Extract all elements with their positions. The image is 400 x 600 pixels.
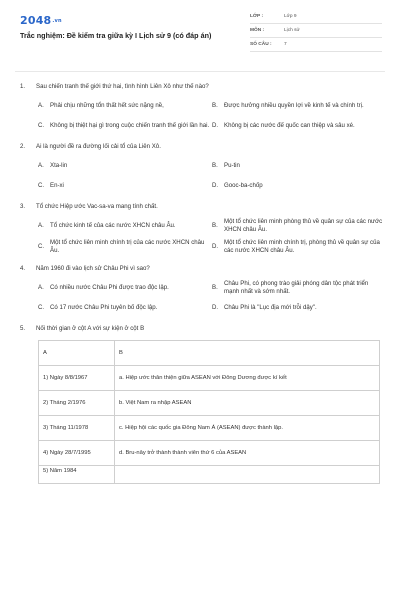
option-a[interactable] xyxy=(38,96,210,116)
option-text: Được hưởng nhiều quyền lợi về kinh tế và chính trị. xyxy=(224,101,364,109)
option-letter: C. xyxy=(38,181,45,189)
answer-options xyxy=(20,156,382,196)
table-cell: c. Hiệp hội các quốc gia Đông Nam Á (ASEAN) được thành lập. xyxy=(115,416,380,441)
question-list xyxy=(20,76,382,484)
table-cell: 4) Ngày 28/7/1995 xyxy=(39,441,115,466)
option-letter: C. xyxy=(38,243,45,251)
meta-label: SỐ CÂU : xyxy=(250,42,272,47)
table-cell: 5) Năm 1984 xyxy=(39,466,115,484)
option-letter: A. xyxy=(38,161,44,169)
matching-table xyxy=(38,340,380,484)
option-text: Một tổ chức liên minh chính trị, phòng thủ về quân sự của các nước XHCN châu Âu. xyxy=(224,238,380,255)
option-b[interactable] xyxy=(212,96,384,116)
option-b[interactable] xyxy=(212,156,384,176)
table-header-cell: A xyxy=(39,341,115,366)
option-letter: A. xyxy=(38,283,44,291)
question-text: Sau chiến tranh thế giới thứ hai, tình hình Liên Xô như thế nào? xyxy=(36,83,209,90)
table-cell: a. Hiệp ước thân thiện giữa ASEAN với Đông Dương được kí kết xyxy=(115,366,380,391)
question-text: Tổ chức Hiệp ước Vac-sa-va mang tính chất. xyxy=(36,203,158,210)
table-header-row xyxy=(39,341,380,366)
table-row xyxy=(39,391,380,416)
option-text: En-xi xyxy=(50,181,64,189)
question-number: 4. xyxy=(20,264,26,272)
option-a[interactable] xyxy=(38,216,210,237)
option-text: Không bị thiệt hại gì trong cuộc chiến tranh thế giới lần hai. xyxy=(50,121,210,129)
question-number: 3. xyxy=(20,203,26,210)
question-text: Ai là người đề ra đường lối cải tổ của Liên Xô. xyxy=(36,143,161,150)
answer-options xyxy=(20,216,382,258)
logo-text: 2048 xyxy=(20,14,52,27)
question-text: Năm 1960 đi vào lịch sử Châu Phi vì sao? xyxy=(36,264,150,272)
question-1 xyxy=(20,76,382,136)
option-text: Có 17 nước Châu Phi tuyên bố độc lập. xyxy=(50,304,158,312)
question-5 xyxy=(20,318,382,484)
question-number: 5. xyxy=(20,325,26,333)
option-text: Xta-lin xyxy=(50,161,68,169)
table-row xyxy=(39,366,380,391)
answer-options xyxy=(20,278,382,319)
meta-label: LỚP : xyxy=(250,14,264,19)
option-letter: B. xyxy=(212,222,218,230)
option-letter: D. xyxy=(212,121,219,129)
option-c[interactable] xyxy=(38,298,210,318)
site-logo[interactable] xyxy=(20,14,62,27)
option-c[interactable] xyxy=(38,237,210,258)
option-d[interactable] xyxy=(212,176,384,196)
option-text: Tổ chức kinh tế của các nước XHCN châu Âu. xyxy=(50,222,176,230)
option-c[interactable] xyxy=(38,116,210,136)
logo-suffix: .vn xyxy=(52,18,62,24)
table-row xyxy=(39,441,380,466)
question-4 xyxy=(20,258,382,319)
option-letter: C. xyxy=(38,304,45,312)
question-number: 2. xyxy=(20,143,26,150)
question-number: 1. xyxy=(20,83,26,90)
option-text: Phải chịu những tổn thất hết sức nặng nề, xyxy=(50,101,164,109)
table-cell: 2) Tháng 2/1976 xyxy=(39,391,115,416)
option-letter: D. xyxy=(212,304,219,312)
option-a[interactable] xyxy=(38,278,210,299)
table-cell xyxy=(115,466,380,484)
answer-options xyxy=(20,96,382,136)
option-letter: D. xyxy=(212,243,219,251)
question-3 xyxy=(20,196,382,258)
option-text: Châu Phi là "Lục địa mới trỗi dậy". xyxy=(224,304,317,312)
page-title: Trắc nghiệm: Đề kiểm tra giữa kỳ I Lịch sử 9 (có đáp án) xyxy=(20,31,212,40)
option-text: Gooc-ba-chốp xyxy=(224,181,263,189)
table-cell: 1) Ngày 8/8/1967 xyxy=(39,366,115,391)
table-row xyxy=(39,416,380,441)
option-letter: C. xyxy=(38,121,45,129)
option-text: Không bị các nước đế quốc can thiệp và sâu xé. xyxy=(224,121,355,129)
option-letter: A. xyxy=(38,101,44,109)
meta-row-subject xyxy=(250,24,382,38)
table-header-cell: B xyxy=(115,341,380,366)
option-d[interactable] xyxy=(212,237,384,258)
table-cell: b. Việt Nam ra nhập ASEAN xyxy=(115,391,380,416)
meta-row-count xyxy=(250,38,382,52)
option-letter: A. xyxy=(38,222,44,230)
table-cell: d. Bru-nây trở thành thành viên thứ 6 của ASEAN xyxy=(115,441,380,466)
option-d[interactable] xyxy=(212,116,384,136)
option-d[interactable] xyxy=(212,298,384,318)
option-letter: B. xyxy=(212,101,218,109)
option-text: Một tổ chức liên minh chính trị của các nước XHCN châu Âu. xyxy=(50,238,205,255)
question-text: Nối thời gian ở cột A với sự kiện ở cột B xyxy=(36,325,145,333)
table-row xyxy=(39,466,380,484)
header-divider xyxy=(15,71,385,72)
option-letter: B. xyxy=(212,283,218,291)
option-a[interactable] xyxy=(38,156,210,176)
meta-panel xyxy=(250,10,382,52)
table-cell: 3) Tháng 11/1978 xyxy=(39,416,115,441)
question-2 xyxy=(20,136,382,196)
page-header xyxy=(0,0,400,62)
meta-value: 7 xyxy=(284,42,287,47)
option-letter: D. xyxy=(212,181,219,189)
option-c[interactable] xyxy=(38,176,210,196)
option-text: Một tổ chức liên minh phòng thủ về quân sự của các nước XHCN châu Âu. xyxy=(224,218,383,234)
option-text: Có nhiều nước Châu Phi được trao độc lập. xyxy=(50,283,169,291)
meta-value: Lịch sử xyxy=(284,28,300,33)
meta-value: Lớp 9 xyxy=(284,14,297,19)
option-letter: B. xyxy=(212,161,218,169)
option-b[interactable] xyxy=(212,216,384,237)
option-b[interactable] xyxy=(212,278,384,299)
meta-row-class xyxy=(250,10,382,24)
option-text: Châu Phi, có phong trào giải phóng dân tộc phát triển mạnh nhất và sớm nhất. xyxy=(224,279,369,296)
meta-label: MÔN : xyxy=(250,28,265,33)
option-text: Pu-tin xyxy=(224,161,240,169)
